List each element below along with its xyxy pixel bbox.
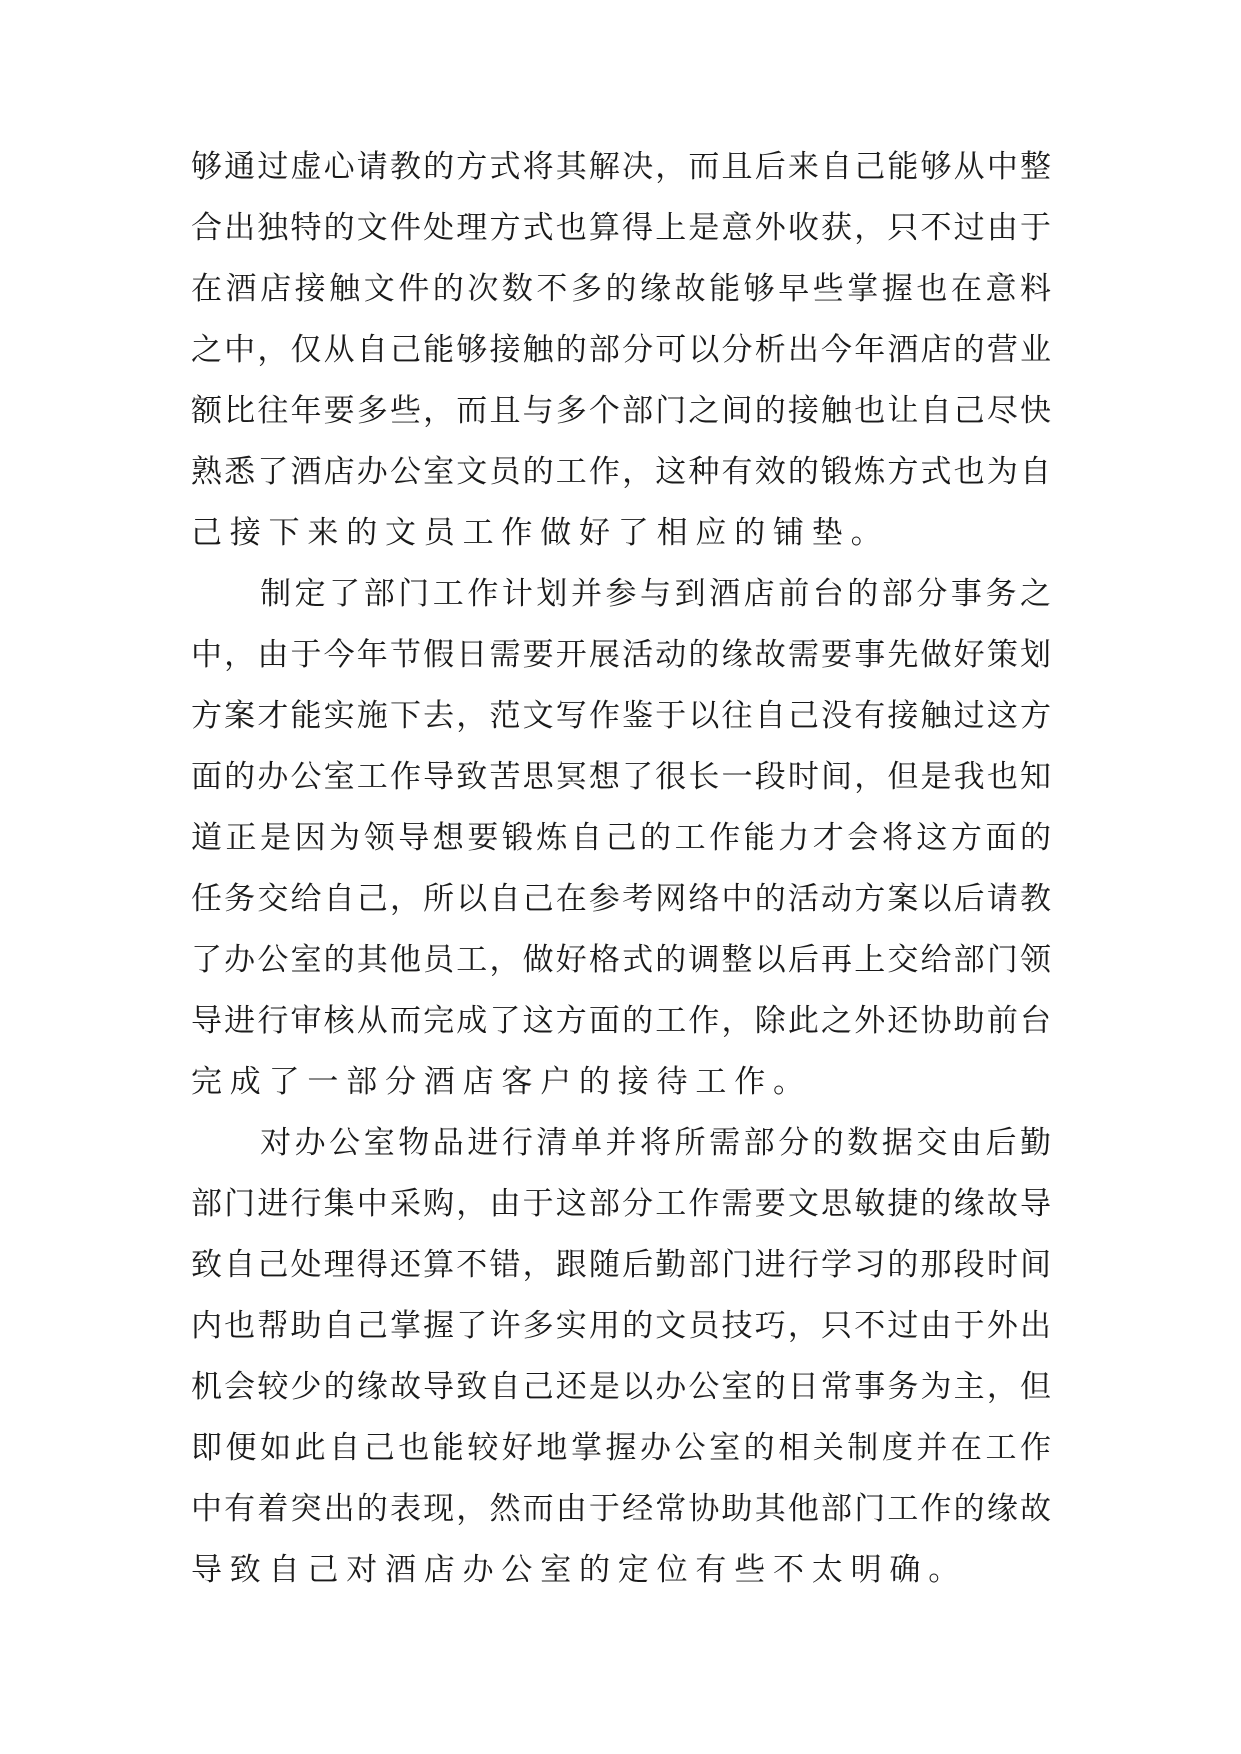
body-text	[191, 137, 1051, 1601]
text-line: 额比往年要多些，而且与多个部门之间的接触也让自己尽快	[191, 393, 1051, 429]
text-line: 完成了一部分酒店客户的接待工作。	[191, 1064, 812, 1100]
text-line: 导进行审核从而完成了这方面的工作，除此之外还协助前台	[191, 1003, 1051, 1039]
text-line: 了办公室的其他员工，做好格式的调整以后再上交给部门领	[191, 942, 1051, 978]
text-line: 在酒店接触文件的次数不多的缘故能够早些掌握也在意料	[191, 271, 1051, 307]
text-line: 致自己处理得还算不错，跟随后勤部门进行学习的那段时间	[191, 1247, 1051, 1283]
paragraph-1	[191, 137, 1051, 564]
text-line: 道正是因为领导想要锻炼自己的工作能力才会将这方面的	[191, 820, 1051, 856]
text-line: 合出独特的文件处理方式也算得上是意外收获，只不过由于	[191, 210, 1051, 246]
text-line: 己接下来的文员工作做好了相应的铺垫。	[191, 515, 890, 551]
text-line: 任务交给自己，所以自己在参考网络中的活动方案以后请教	[191, 881, 1051, 917]
text-line: 内也帮助自己掌握了许多实用的文员技巧，只不过由于外出	[191, 1308, 1051, 1344]
text-line: 中，由于今年节假日需要开展活动的缘故需要事先做好策划	[191, 637, 1051, 673]
paragraph-3	[191, 1113, 1051, 1601]
text-line: 面的办公室工作导致苦思冥想了很长一段时间，但是我也知	[191, 759, 1051, 795]
text-line: 机会较少的缘故导致自己还是以办公室的日常事务为主，但	[191, 1369, 1051, 1405]
text-line: 导致自己对酒店办公室的定位有些不太明确。	[191, 1552, 967, 1588]
text-line: 部门进行集中采购，由于这部分工作需要文思敏捷的缘故导	[191, 1186, 1051, 1222]
paragraph-2	[191, 564, 1051, 1113]
text-line: 之中，仅从自己能够接触的部分可以分析出今年酒店的营业	[191, 332, 1051, 368]
text-line: 制定了部门工作计划并参与到酒店前台的部分事务之	[191, 576, 1051, 612]
text-line: 中有着突出的表现，然而由于经常协助其他部门工作的缘故	[191, 1491, 1051, 1527]
text-line: 对办公室物品进行清单并将所需部分的数据交由后勤	[191, 1125, 1051, 1161]
text-line: 方案才能实施下去，范文写作鉴于以往自己没有接触过这方	[191, 698, 1051, 734]
text-line: 熟悉了酒店办公室文员的工作，这种有效的锻炼方式也为自	[191, 454, 1051, 490]
text-line: 即便如此自己也能较好地掌握办公室的相关制度并在工作	[191, 1430, 1051, 1466]
text-line: 够通过虚心请教的方式将其解决，而且后来自己能够从中整	[191, 149, 1051, 185]
